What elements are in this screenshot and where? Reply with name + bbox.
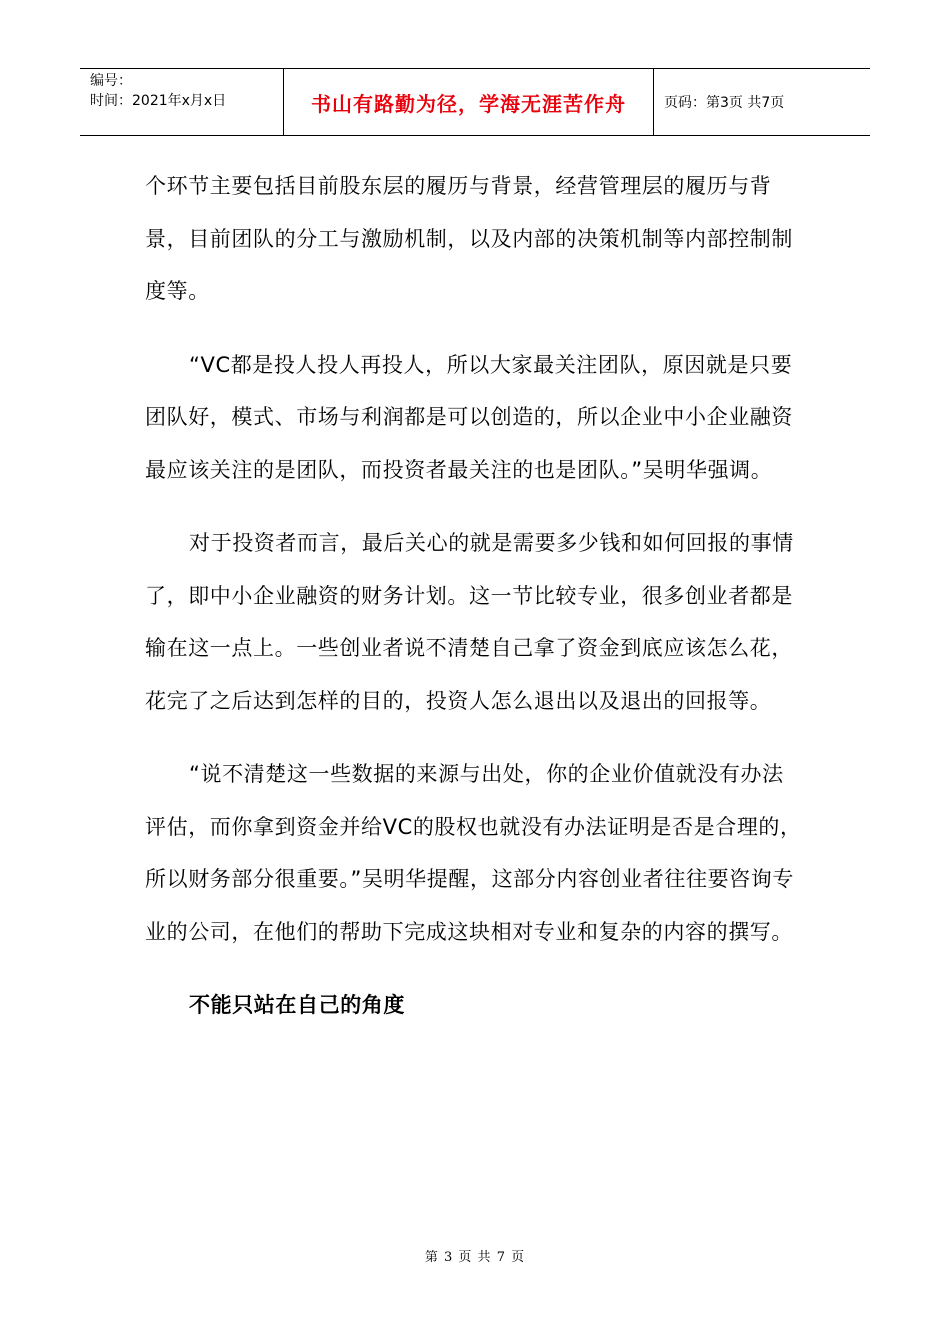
page-header: [80, 68, 870, 136]
header-meta: [80, 69, 283, 135]
paragraph: “说不清楚这一些数据的来源与出处，你的企业价值就没有办法评估，而你拿到资金并给VC的股权也就没有办法证明是否是合理的，所以财务部分很重要。”吴明华提醒，这部分内容创业者往往要咨询专业的公司，在他们的帮助下完成这块相对专业和复杂的内容的撰写。: [145, 762, 802, 944]
paragraph: 个环节主要包括目前股东层的履历与背景，经营管理层的履历与背景，目前团队的分工与激励机制，以及内部的决策机制等内部控制制度等。: [145, 174, 793, 303]
page-footer: 第 3 页 共 7 页: [424, 1250, 526, 1265]
section-heading: 不能只站在自己的角度: [189, 993, 405, 1017]
paragraph: “VC都是投人投人再投人，所以大家最关注团队，原因就是只要团队好，模式、市场与利润都是可以创造的，所以企业中小企业融资最应该关注的是团队，而投资者最关注的也是团队。”吴明华强调。: [145, 352, 793, 482]
doc-number-label: 编号：: [90, 73, 132, 89]
document-body: [145, 160, 805, 1031]
header-page-info: 页码：第3页 共7页: [664, 95, 785, 111]
doc-date-label: 时间：2021年x月x日: [90, 93, 227, 109]
header-motto: 书山有路勤为径，学海无涯苦作舟: [283, 69, 654, 135]
paragraph: 对于投资者而言，最后关心的就是需要多少钱和如何回报的事情了，即中小企业融资的财务计划。这一节比较专业，很多创业者都是输在这一点上。一些创业者说不清楚自己拿了资金到底应该怎么花，花完了之后达到怎样的目的，投资人怎么退出以及退出的回报等。: [145, 531, 794, 713]
